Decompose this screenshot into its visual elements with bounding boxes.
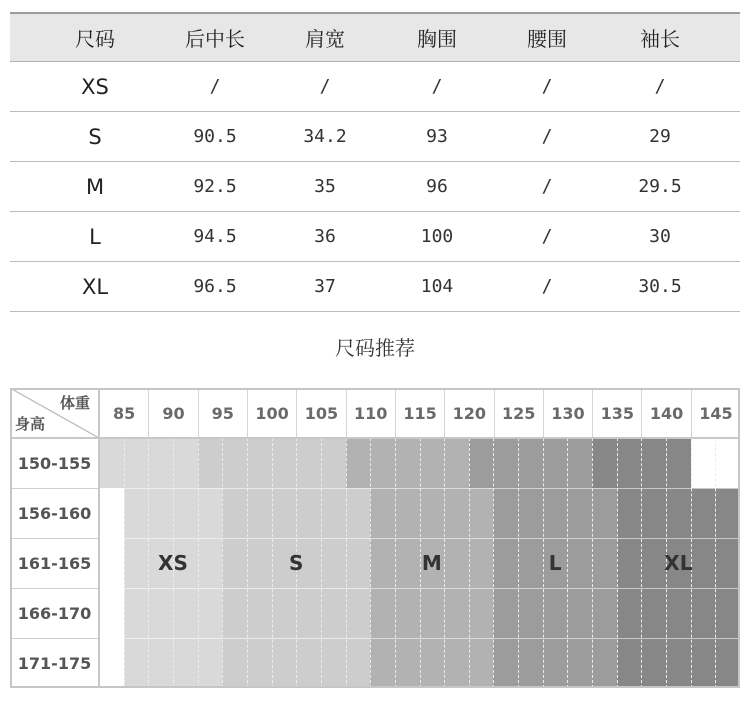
grid-dash-line <box>617 438 618 688</box>
sleeve-length-cell: 29 <box>649 126 671 147</box>
chest-cell: 93 <box>426 126 448 147</box>
size-cell: XL <box>81 274 109 299</box>
size-cell: XS <box>81 74 109 99</box>
grid-dash-line <box>321 438 322 688</box>
size-zone-m <box>370 488 493 538</box>
grid-dash-line <box>222 438 223 688</box>
size-cell: S <box>88 124 102 149</box>
grid-dash-line <box>272 438 273 688</box>
grid-dash-line <box>124 438 125 688</box>
waist-cell: / <box>541 176 553 197</box>
grid-dash-line <box>641 438 642 688</box>
size-table <box>10 12 740 312</box>
shoulder-width-cell: 35 <box>314 176 336 197</box>
weight-tick-label: 125 <box>494 388 543 438</box>
grid-dash-line <box>198 438 199 688</box>
height-tick-label: 166-170 <box>10 588 99 638</box>
size-label-s: S <box>289 551 304 575</box>
shoulder-width-cell: / <box>319 76 331 97</box>
weight-tick-label: 105 <box>296 388 345 438</box>
shoulder-width-cell: 37 <box>314 276 336 297</box>
grid-dash-line <box>444 438 445 688</box>
grid-dash-line <box>493 438 494 688</box>
height-tick-label: 171-175 <box>10 638 99 688</box>
chest-cell: 100 <box>420 226 454 247</box>
height-label-column <box>10 438 99 688</box>
size-zone-m <box>370 588 493 638</box>
size-zone-m <box>346 438 469 488</box>
grid-dash-line <box>247 438 248 688</box>
height-tick-label: 161-165 <box>10 538 99 588</box>
grid-dash-line <box>395 438 396 688</box>
grid-dash-line <box>346 438 347 688</box>
sleeve-length-cell: 30 <box>649 226 671 247</box>
chest-cell: / <box>431 76 443 97</box>
chest-cell: 104 <box>420 276 454 297</box>
weight-tick-label: 130 <box>543 388 592 438</box>
size-zone-l <box>493 588 616 638</box>
shoulder-width-cell: 34.2 <box>303 126 347 147</box>
weight-tick-label: 95 <box>198 388 247 438</box>
back-length-cell: / <box>209 76 221 97</box>
waist-cell: / <box>541 226 553 247</box>
weight-tick-label: 110 <box>346 388 395 438</box>
size-label-m: M <box>421 551 442 575</box>
header-waist: 腰围 <box>527 27 567 51</box>
size-recommendation-grid <box>10 388 740 688</box>
grid-dash-line <box>592 438 593 688</box>
grid-dash-line <box>518 438 519 688</box>
grid-dash-line <box>469 438 470 688</box>
size-zone-l <box>493 488 616 538</box>
grid-row-line <box>99 638 740 639</box>
header-size: 尺码 <box>75 27 115 51</box>
header-chest: 胸围 <box>417 27 457 51</box>
label-column-divider <box>98 388 100 688</box>
size-cell: M <box>85 174 105 199</box>
weight-tick-label: 85 <box>99 388 148 438</box>
size-zone-xl <box>617 588 740 638</box>
grid-row-line <box>99 538 740 539</box>
grid-dash-line <box>370 438 371 688</box>
size-table-row <box>10 262 740 312</box>
size-label-xl: XL <box>664 551 693 575</box>
size-cell: L <box>89 224 101 249</box>
weight-axis-label: 体重 <box>59 394 90 412</box>
size-zone-xl <box>617 638 740 688</box>
grid-dash-line <box>543 438 544 688</box>
height-tick-label: 150-155 <box>10 438 99 488</box>
grid-dash-line <box>420 438 421 688</box>
header-sleeve-length: 袖长 <box>640 27 680 51</box>
weight-tick-label: 100 <box>247 388 296 438</box>
size-label-l: L <box>548 551 562 575</box>
size-label-xs: XS <box>158 551 188 575</box>
size-table-header-row <box>10 12 740 62</box>
weight-tick-label: 135 <box>592 388 641 438</box>
chest-cell: 96 <box>426 176 448 197</box>
waist-cell: / <box>541 126 553 147</box>
weight-tick-label: 140 <box>641 388 690 438</box>
size-recommendation-title: 尺码推荐 <box>335 336 415 360</box>
weight-tick-label: 145 <box>691 388 740 438</box>
back-length-cell: 96.5 <box>193 276 237 297</box>
header-divider <box>10 437 740 439</box>
size-table-row <box>10 212 740 262</box>
size-zone-l <box>469 438 592 488</box>
size-zone-l <box>493 638 616 688</box>
size-zone-xl <box>617 488 740 538</box>
grid-dash-line <box>148 438 149 688</box>
size-table-row <box>10 162 740 212</box>
corner-cell <box>10 388 99 438</box>
size-zone-m <box>370 638 493 688</box>
weight-tick-label: 90 <box>148 388 197 438</box>
header-shoulder-width: 肩宽 <box>305 27 345 51</box>
back-length-cell: 94.5 <box>193 226 237 247</box>
sleeve-length-cell: 30.5 <box>638 276 682 297</box>
back-length-cell: 92.5 <box>193 176 237 197</box>
back-length-cell: 90.5 <box>193 126 237 147</box>
grid-row-line <box>99 488 740 489</box>
size-table-row <box>10 62 740 112</box>
sleeve-length-cell: / <box>654 76 666 97</box>
waist-cell: / <box>541 276 553 297</box>
sleeve-length-cell: 29.5 <box>638 176 682 197</box>
height-tick-label: 156-160 <box>10 488 99 538</box>
grid-dash-line <box>567 438 568 688</box>
grid-row-line <box>99 588 740 589</box>
header-back-length: 后中长 <box>185 27 245 51</box>
grid-dash-line <box>715 438 716 688</box>
weight-header-row <box>99 388 740 438</box>
weight-tick-label: 120 <box>444 388 493 438</box>
height-axis-label: 身高 <box>15 415 46 433</box>
size-table-row <box>10 112 740 162</box>
shoulder-width-cell: 36 <box>314 226 336 247</box>
weight-tick-label: 115 <box>395 388 444 438</box>
size-zone-plot <box>99 438 740 688</box>
waist-cell: / <box>541 76 553 97</box>
